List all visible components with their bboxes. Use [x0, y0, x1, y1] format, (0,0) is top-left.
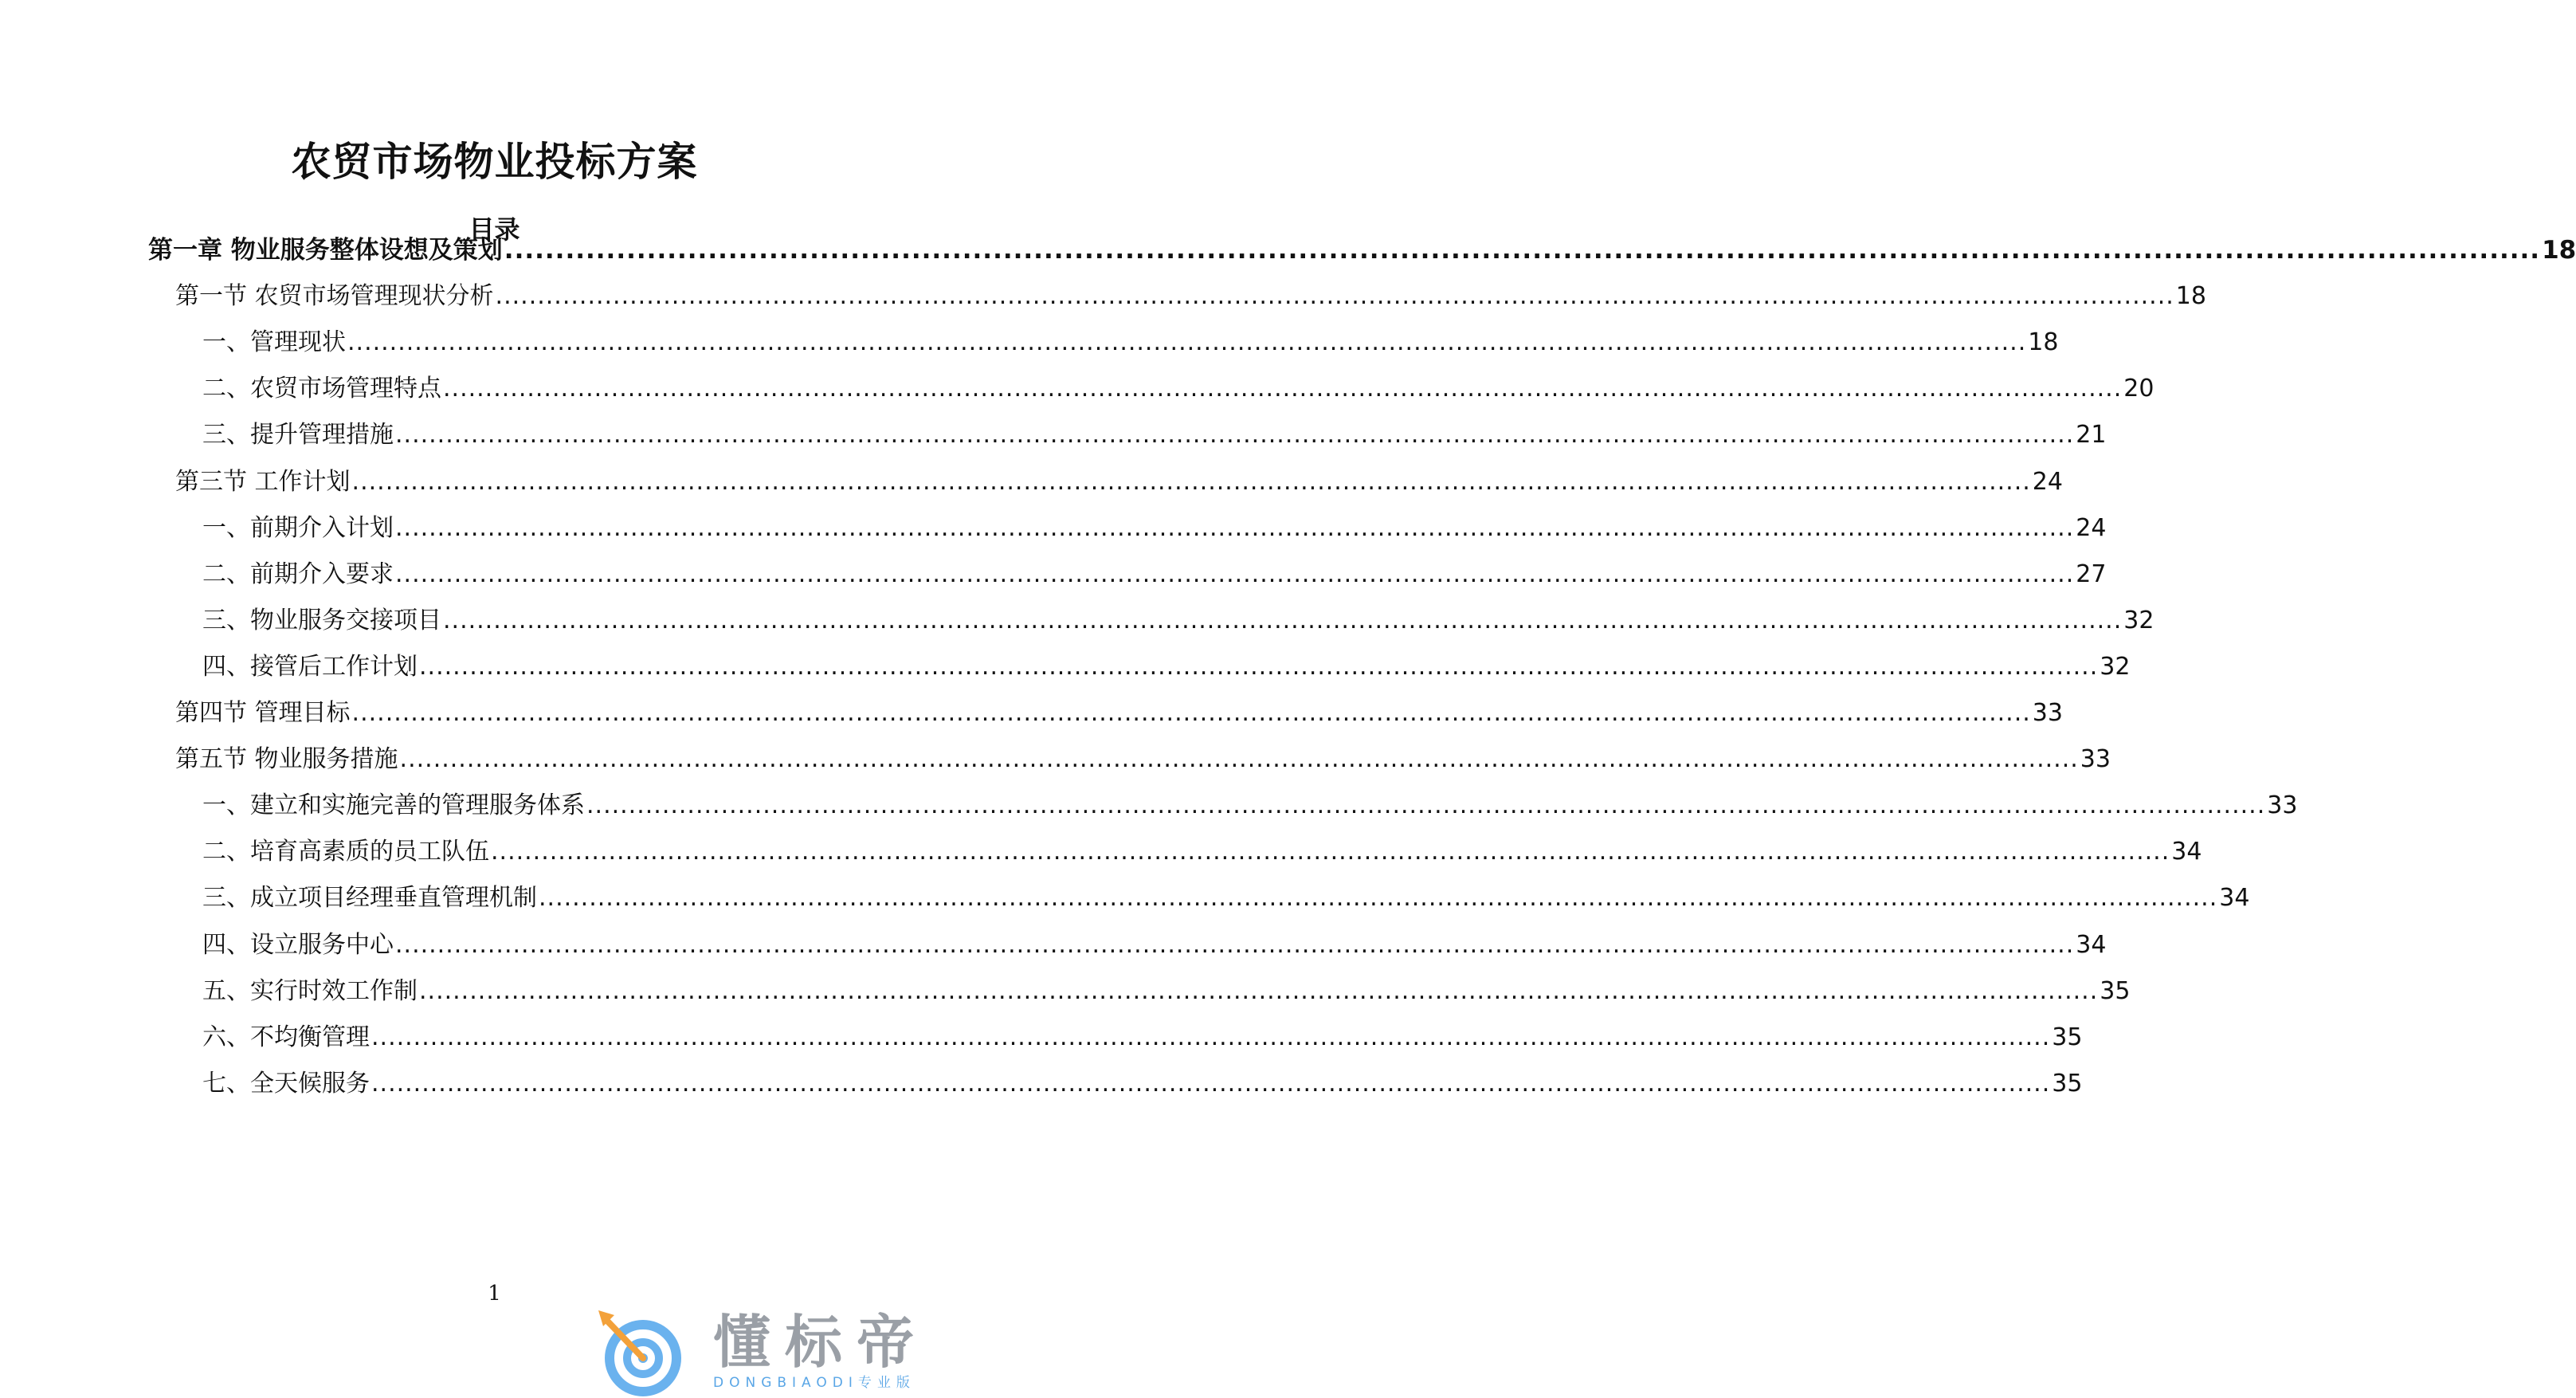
toc-entry[interactable] — [202, 1066, 2083, 1102]
toc-dot-leader: ........................................................................................................................................................................................................ — [371, 1023, 2051, 1051]
toc-entry-page: 33 — [2032, 699, 2063, 727]
toc-entry[interactable] — [202, 557, 2107, 592]
toc-entry-label: 三、成立项目经理垂直管理机制 — [202, 884, 537, 913]
toc-entry[interactable] — [202, 603, 2155, 638]
toc-dot-leader: ........................................................................................................................................................................................................ — [443, 375, 2123, 403]
toc-entry-label: 第四节 管理目标 — [175, 699, 351, 727]
toc-entry-page: 35 — [2052, 1069, 2083, 1098]
toc-entry-page: 33 — [2267, 791, 2298, 820]
toc-entry-label: 第一章 物业服务整体设想及策划 — [148, 236, 503, 265]
toc-entry[interactable] — [202, 1020, 2083, 1055]
toc-dot-leader: ........................................................................................................................................................................................................ — [395, 421, 2075, 450]
toc-entry[interactable] — [202, 325, 2059, 360]
toc-entry-label: 第一节 农贸市场管理现状分析 — [175, 282, 494, 311]
toc-entry[interactable] — [202, 418, 2107, 453]
toc-entry-label: 三、提升管理措施 — [202, 421, 394, 450]
toc-dot-leader: ........................................................................................................................................................................................................ — [586, 791, 2266, 820]
toc-entry-page: 34 — [2219, 884, 2250, 913]
toc-entry-label: 二、前期介入要求 — [202, 560, 394, 588]
toc-dot-leader: ........................................................................................................................................................................................................ — [351, 467, 2031, 496]
toc-entry-page: 20 — [2123, 375, 2155, 403]
toc-entry[interactable] — [202, 974, 2131, 1009]
toc-entry-page: 35 — [2100, 976, 2131, 1005]
toc-entry[interactable] — [202, 881, 2250, 916]
toc-entry-page: 21 — [2076, 421, 2107, 450]
toc-entry-page: 34 — [2171, 838, 2202, 866]
toc-entry-page: 18 — [2028, 328, 2059, 357]
toc-dot-leader: ........................................................................................................................................................................................................ — [395, 930, 2075, 959]
toc-dot-leader: ........................................................................................................................................................................................................ — [347, 328, 2027, 357]
toc-dot-leader: ........................................................................................................................................................................................................ — [371, 1069, 2051, 1098]
toc-entry-label: 一、建立和实施完善的管理服务体系 — [202, 791, 585, 820]
toc-entry-page: 33 — [2080, 745, 2111, 774]
toc-entry[interactable] — [175, 279, 2206, 314]
toc-entry-page: 18 — [2175, 282, 2206, 311]
toc-entry[interactable] — [148, 233, 2576, 268]
watermark-logo — [594, 1307, 976, 1395]
target-arrow-icon — [594, 1307, 697, 1395]
toc-entry[interactable] — [202, 834, 2202, 870]
toc-entry[interactable] — [202, 788, 2298, 823]
toc-dot-leader: ........................................................................................................................................................................................................ — [395, 513, 2075, 542]
toc-entry-label: 四、设立服务中心 — [202, 930, 394, 959]
toc-entry[interactable] — [175, 465, 2063, 500]
toc-entry-label: 七、全天候服务 — [202, 1069, 370, 1098]
toc-entry[interactable] — [202, 650, 2131, 685]
toc-entry[interactable] — [202, 371, 2155, 406]
toc-entry-label: 一、前期介入计划 — [202, 513, 394, 542]
toc-entry[interactable] — [202, 928, 2107, 963]
watermark-logo-text: 懂标帝 — [713, 1309, 929, 1376]
toc-dot-leader: ........................................................................................................................................................................................................ — [399, 745, 2079, 774]
toc-entry-label: 三、物业服务交接项目 — [202, 606, 441, 634]
toc-entry[interactable] — [202, 511, 2107, 546]
toc-dot-leader: ........................................................................................................................................................................................................ — [395, 560, 2075, 588]
toc-entry-page: 34 — [2076, 930, 2107, 959]
toc-dot-leader: ........................................................................................................................................................................................................ — [495, 282, 2174, 311]
toc-entry-label: 二、培育高素质的员工队伍 — [202, 838, 489, 866]
toc-entry-label: 一、管理现状 — [202, 328, 346, 357]
toc-entry-label: 第五节 物业服务措施 — [175, 745, 398, 774]
toc-entry-label: 二、农贸市场管理特点 — [202, 375, 441, 403]
toc-entry[interactable] — [175, 742, 2111, 777]
toc-entry-label: 第三节 工作计划 — [175, 467, 351, 496]
toc-dot-leader: ........................................................................................................................................................................................................ — [443, 606, 2123, 634]
toc-entry-page: 27 — [2076, 560, 2107, 588]
toc-entry[interactable] — [175, 696, 2063, 731]
toc-heading: 目录 — [469, 214, 520, 245]
toc-dot-leader: ........................................................................................................................................................................................................ — [419, 976, 2099, 1005]
toc-entry-page: 24 — [2032, 467, 2063, 496]
toc-entry-page: 32 — [2100, 652, 2131, 681]
toc-entry-page: 24 — [2076, 513, 2107, 542]
toc-entry-label: 六、不均衡管理 — [202, 1023, 370, 1051]
toc-entry-page: 32 — [2123, 606, 2155, 634]
toc-dot-leader: ........................................................................................................................................................................................................ — [419, 652, 2099, 681]
toc-dot-leader: ........................................................................................................................................................................................................ — [491, 838, 2170, 866]
toc-entry-page: 18 — [2542, 236, 2576, 265]
toc-dot-leader: ........................................................................................................................................................................................................ — [351, 699, 2031, 727]
watermark-sub-text: DONGBIAODI专业版 — [713, 1375, 916, 1391]
toc-entry-page: 35 — [2052, 1023, 2083, 1051]
document-title: 农贸市场物业投标方案 — [291, 139, 698, 185]
toc-entry-label: 四、接管后工作计划 — [202, 652, 418, 681]
toc-entry-label: 五、实行时效工作制 — [202, 976, 418, 1005]
toc-dot-leader: ........................................................................................................................................................................................................ — [539, 884, 2218, 913]
toc-dot-leader: ........................................................................................................................................................................................................ — [504, 236, 2541, 265]
page-number: 1 — [488, 1282, 501, 1306]
